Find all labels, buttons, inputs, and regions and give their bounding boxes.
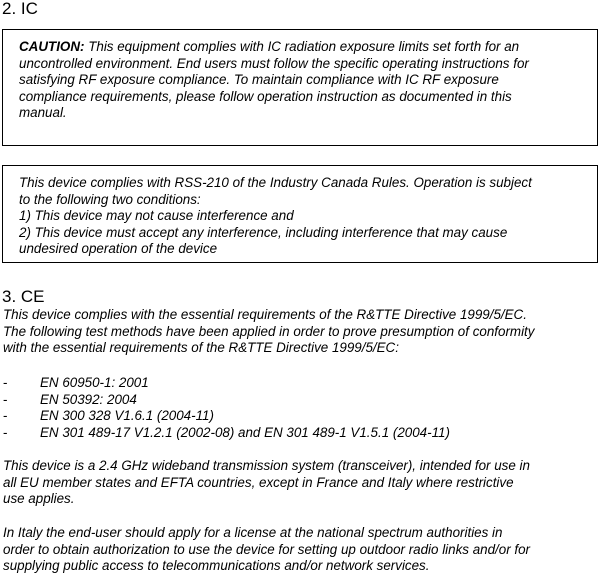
caution-line-3: satisfying RF exposure compliance. To maintain compliance with IC RF exposure xyxy=(19,72,499,88)
caution-line-5: manual. xyxy=(19,105,67,121)
italy-paragraph xyxy=(3,525,599,575)
wideband-line-3: use applies. xyxy=(3,491,75,507)
list-item xyxy=(3,425,450,442)
rss-line-5: undesired operation of the device xyxy=(19,241,218,257)
standard-text: EN 60950-1: 2001 xyxy=(40,375,149,390)
list-dash: - xyxy=(3,408,8,424)
wideband-line-2: all EU member states and EFTA countries, except in France and Italy where restrictive xyxy=(3,474,514,490)
caution-line-2: uncontrolled environment. End users must follow the specific operating instructions for xyxy=(19,55,529,71)
wideband-paragraph xyxy=(3,458,599,508)
standard-text: EN 50392: 2004 xyxy=(40,391,137,407)
standards-list xyxy=(3,375,450,441)
standard-text: EN 301 489-17 V1.2.1 (2002-08) and EN 301 489-1 V1.5.1 (2004-11) xyxy=(40,424,450,440)
caution-box xyxy=(2,29,598,146)
caution-line-1 xyxy=(19,39,581,56)
wideband-line-1: This device is a 2.4 GHz wideband transmission system (transceiver), intended for use in xyxy=(3,458,530,473)
list-dash: - xyxy=(3,375,8,390)
rss-line-1: This device complies with RSS-210 of the Industry Canada Rules. Operation is subject xyxy=(19,175,532,190)
ce-intro-paragraph xyxy=(3,307,599,357)
standard-text: EN 300 328 V1.6.1 (2004-11) xyxy=(40,408,214,424)
ce-intro-line-2: The following test methods have been applied in order to prove presumption of conformity xyxy=(3,323,535,339)
list-dash: - xyxy=(3,391,8,407)
italy-line-2: order to obtain authorization to use the device for setting up outdoor radio links and/or for xyxy=(3,541,531,557)
list-item xyxy=(3,392,450,409)
ce-intro-line-3: with the essential requirements of the R&TTE Directive 1999/5/EC: xyxy=(3,340,399,356)
rss-compliance-box xyxy=(2,165,598,263)
list-item xyxy=(3,408,450,425)
ce-intro-line-1: This device complies with the essential requirements of the R&TTE Directive 1999/5/EC. xyxy=(3,307,527,322)
rss-text xyxy=(19,175,581,258)
caution-text xyxy=(19,39,581,122)
caution-line-1-text: This equipment complies with IC radiation exposure limits set forth for an xyxy=(88,39,520,54)
rss-line-4: 2) This device must accept any interference, including interference that may cause xyxy=(19,224,508,240)
list-dash: - xyxy=(3,424,8,440)
rss-line-3: 1) This device may not cause interference and xyxy=(19,208,294,224)
caution-label: CAUTION: xyxy=(19,39,85,54)
list-item xyxy=(3,375,450,392)
ce-section-heading: 3. CE xyxy=(2,287,45,306)
rss-line-2: to the following two conditions: xyxy=(19,191,201,207)
caution-line-4: compliance requirements, please follow operation instruction as documented in this xyxy=(19,88,512,104)
ic-section-heading: 2. IC xyxy=(2,0,38,18)
italy-line-3: supplying public access to telecommunications and/or network services. xyxy=(3,558,430,574)
italy-line-1: In Italy the end-user should apply for a license at the national spectrum authorities in xyxy=(3,525,503,540)
